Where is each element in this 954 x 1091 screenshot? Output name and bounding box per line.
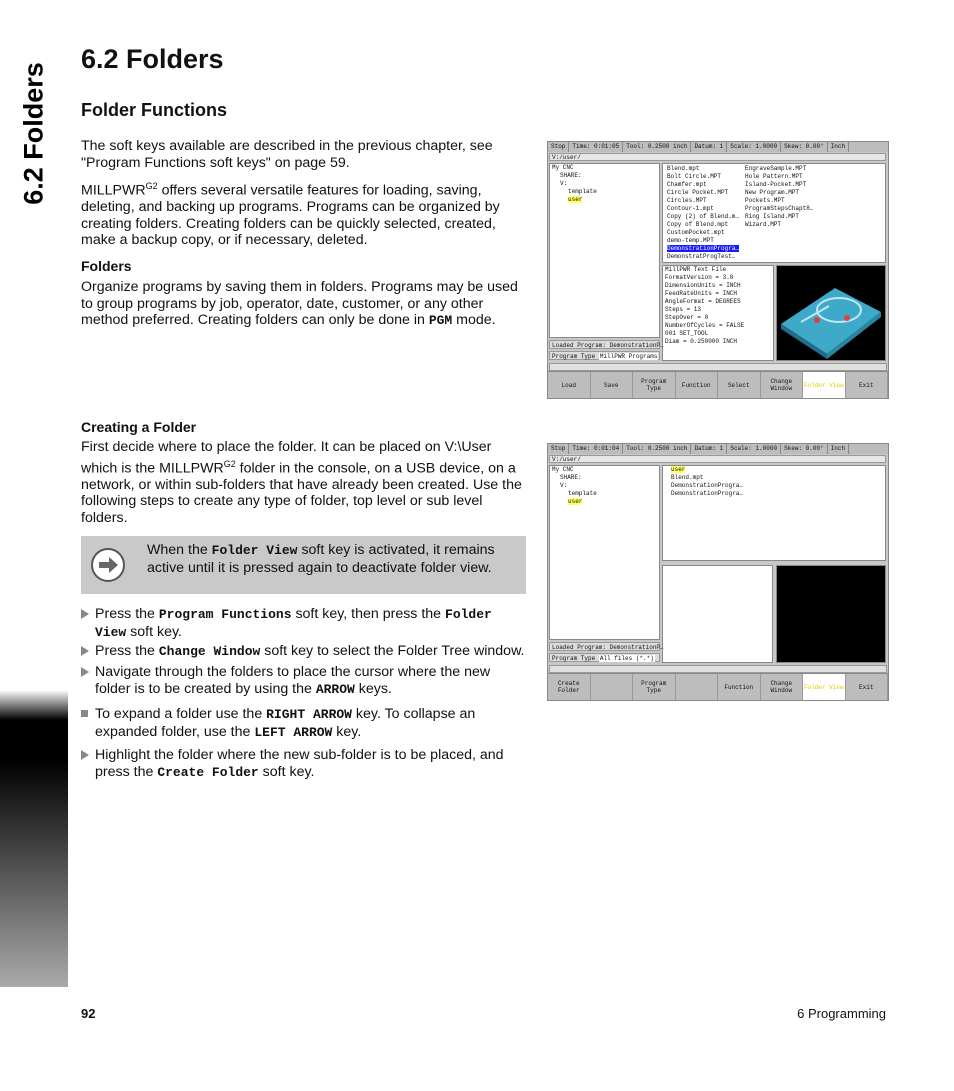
file-item: DemonstrationProgra… [671, 490, 744, 497]
side-tab-label: 6.2 Folders [18, 62, 49, 205]
step-text: key. [332, 723, 362, 740]
creating-sup: G2 [223, 458, 236, 469]
softkey-folder-view[interactable]: Folder View [803, 674, 846, 700]
text-line: 001 SET_TOOL [665, 330, 709, 337]
creating-paragraph [81, 439, 526, 526]
program-type-select[interactable]: MillPWR Programs [599, 353, 658, 360]
file-item: Island-Pocket.MPT [745, 181, 807, 188]
intro-paragraph: The soft keys available are described in the previous chapter, see "Program Functions soft keys" on page 59. [81, 138, 493, 171]
text-line: AngleFormat = DEGREES [665, 298, 741, 305]
step-2 [81, 643, 526, 661]
millpwr-paragraph [81, 178, 526, 249]
brand-name: MILLPWR [81, 182, 146, 199]
tree-item-selected: user [568, 196, 583, 203]
text-line: Steps = 13 [665, 306, 702, 313]
folders-heading: Folders [81, 258, 132, 274]
softkey-program-type[interactable]: Program Type [633, 372, 676, 398]
create-folder-key: Create Folder [157, 764, 259, 780]
text-line: FeedRateUnits = INCH [665, 290, 738, 297]
status-scale: Scale: 1.0000 [727, 142, 781, 152]
softkey-load[interactable]: Load [548, 372, 591, 398]
softkey-blank[interactable] [676, 674, 719, 700]
text-line: NumberOfCycles = FALSE [665, 322, 745, 329]
tree-item: V: [560, 180, 568, 187]
step-text: soft key to select the Folder Tree window. [260, 643, 525, 659]
step-text: Press the [95, 643, 159, 659]
text-line: StepOver = 0 [665, 314, 709, 321]
folders-text: Organize programs by saving them in folders. Programs may be used to group programs by job, operator, date, customer, or any other method preferred. Creating folders can only be done in [81, 279, 518, 328]
tree-item: SHARE: [560, 474, 582, 481]
softkey-save[interactable]: Save [591, 372, 634, 398]
file-item: Wizard.MPT [745, 221, 782, 228]
creating-text-a: First decide where to place the folder. It can be placed on V:\User which is the MILLPWR [81, 439, 492, 477]
file-item: DemonstratProgTest… [667, 253, 736, 260]
step-1 [81, 606, 526, 641]
softkey-exit[interactable]: Exit [846, 372, 889, 398]
softkey-program-type[interactable]: Program Type [633, 674, 676, 700]
part-preview-graphic [777, 266, 886, 361]
file-item: CustomPocket.mpt [667, 229, 725, 236]
side-tab [0, 0, 68, 987]
file-item: Circles.MPT [667, 197, 707, 204]
status-stop: Stop [548, 142, 569, 152]
file-item: Copy of Blend.mpt [667, 221, 729, 228]
path-bar: V:/user/ [549, 153, 886, 161]
text-line: Diam = 0.250000 INCH [665, 338, 738, 345]
step-text: Navigate through the folders to place the cursor where the new folder is to be created by using the [95, 664, 491, 697]
status-tool: Tool: 0.2500 inch [623, 444, 691, 454]
message-bar [549, 363, 887, 371]
softkey-blank[interactable] [591, 674, 634, 700]
step-arrow-icon [81, 667, 89, 677]
tree-item: SHARE: [560, 172, 582, 179]
left-arrow-key: LEFT ARROW [254, 724, 333, 740]
file-item: Ring Island.MPT [745, 213, 800, 220]
message-bar [549, 665, 887, 673]
status-bar [548, 444, 888, 454]
chapter-footer: 6 Programming [797, 1006, 886, 1021]
step-text: keys. [354, 680, 392, 697]
step-3 [81, 664, 526, 698]
softkey-bar [548, 371, 888, 398]
file-item: Hole Pattern.MPT [745, 173, 803, 180]
file-list [662, 465, 886, 561]
file-item: Bolt Circle.MPT [667, 173, 722, 180]
file-item-selected: DemonstrationProgra… [667, 245, 740, 252]
text-line: FormatVersion = 3.0 [665, 274, 734, 281]
arrow-right-icon [91, 548, 125, 582]
file-item: demo-temp.MPT [667, 237, 714, 244]
program-type-label: Program Type [552, 655, 596, 662]
softkey-select[interactable]: Select [718, 372, 761, 398]
page-title: 6.2 Folders [81, 44, 224, 74]
loaded-program: Loaded Program: DemonstrationP… [549, 642, 660, 651]
step-arrow-icon [81, 750, 89, 760]
file-item: Chamfer.mpt [667, 181, 707, 188]
file-item: Copy (2) of Blend.m… [667, 213, 740, 220]
tree-item: My CNC [552, 466, 574, 473]
folders-tail: mode. [452, 312, 496, 328]
status-tool: Tool: 0.2500 inch [623, 142, 691, 152]
status-skew: Skew: 0.00° [781, 142, 828, 152]
status-time: Time: 0:01:05 [569, 142, 623, 152]
text-line: MillPWR Text File [665, 266, 727, 273]
path-bar: V:/user/ [549, 455, 886, 463]
status-skew: Skew: 0.00° [781, 444, 828, 454]
part-preview [776, 565, 886, 663]
status-bar [548, 142, 888, 152]
tree-item: template [568, 188, 597, 195]
screenshot-folder-view [547, 443, 889, 701]
step-text: Highlight the folder where the new sub-folder is to be placed, and press the [95, 747, 504, 780]
step-4 [81, 706, 526, 741]
tree-item-selected: user [568, 498, 583, 505]
text-line: DimensionUnits = INCH [665, 282, 741, 289]
section-title: Folder Functions [81, 100, 227, 120]
tree-item: template [568, 490, 597, 497]
step-text: soft key. [126, 623, 182, 640]
program-type-select[interactable]: All files (*.*) [599, 655, 654, 662]
step-arrow-icon [81, 646, 89, 656]
program-type-row [549, 653, 660, 662]
note-text-a: When the [147, 542, 212, 558]
folders-paragraph [81, 279, 526, 330]
file-item: Pockets.MPT [745, 197, 785, 204]
step-text: Press the [95, 606, 159, 622]
program-functions-key: Program Functions [158, 607, 292, 622]
softkey-change-window[interactable]: Change Window [761, 674, 804, 700]
step-text: soft key, then press the [291, 606, 446, 622]
creating-heading: Creating a Folder [81, 419, 197, 435]
file-item: New Program.MPT [745, 189, 800, 196]
bullet-square-icon [81, 710, 88, 717]
status-time: Time: 0:01:04 [569, 444, 623, 454]
status-scale: Scale: 1.0000 [727, 444, 781, 454]
softkey-folder-view[interactable]: Folder View [803, 372, 846, 398]
folder-view-key: Folder View [211, 543, 298, 558]
file-item: DemonstrationProgra… [671, 482, 744, 489]
folder-item: user [671, 466, 686, 473]
file-item: Blend.mpt [667, 165, 700, 172]
note-text [147, 542, 517, 576]
note-text-b: soft key is activated, it remains active until it is pressed again to deactivate folder view. [147, 542, 495, 576]
screenshot-file-view [547, 141, 889, 399]
step-text: key. To collapse an expanded folder, use the [95, 706, 476, 740]
arrow-key: ARROW [315, 681, 355, 697]
change-window-key: Change Window [158, 644, 261, 659]
file-item: Contour-1.mpt [667, 205, 714, 212]
status-datum: Datum: 1 [691, 444, 727, 454]
softkey-bar [548, 673, 888, 700]
text-view [662, 565, 773, 663]
tree-item: My CNC [552, 164, 574, 171]
page-number: 92 [81, 1006, 96, 1021]
folder-tree [549, 163, 660, 338]
right-arrow-key: RIGHT ARROW [266, 707, 352, 722]
folder-tree [549, 465, 660, 640]
loaded-program: Loaded Program: DemonstrationP… [549, 340, 660, 349]
pgm-key: PGM [428, 313, 453, 328]
softkey-exit[interactable]: Exit [846, 674, 889, 700]
file-item: Circle Pocket.MPT [667, 189, 729, 196]
program-type-label: Program Type [552, 353, 596, 360]
file-item: Blend.mpt [671, 474, 704, 481]
step-5 [81, 747, 526, 781]
softkey-function[interactable]: Function [676, 372, 719, 398]
step-arrow-icon [81, 609, 89, 619]
status-units: Inch [828, 444, 849, 454]
step-text: soft key. [258, 763, 315, 780]
folder-view-key: Folder View [95, 607, 492, 640]
softkey-function[interactable]: Function [718, 674, 761, 700]
note-box [81, 536, 526, 594]
step-text: To expand a folder use the [95, 706, 267, 722]
part-preview [776, 265, 886, 361]
brand-sup: G2 [145, 181, 158, 191]
status-stop: Stop [548, 444, 569, 454]
file-item: ProgramStepsChapt8… [745, 205, 814, 212]
file-item: EngraveSample.MPT [745, 165, 807, 172]
text-view [662, 265, 774, 361]
creating-text-b: folder in the console, on a USB device, on a network, or within sub-folders that have already been created. Use the following steps to create any type of folder, top level or sub level folders. [81, 460, 522, 526]
millpwr-text: offers several versatile features for loading, saving, deleting, and backing up programs. Programs can be organized by creating folders. Creating folders can be quickly selected, created, make a backup copy, or if necessary, deleted. [81, 182, 500, 249]
file-list [662, 163, 886, 263]
status-units: Inch [828, 142, 849, 152]
softkey-change-window[interactable]: Change Window [761, 372, 804, 398]
softkey-create-folder[interactable]: Create Folder [548, 674, 591, 700]
status-datum: Datum: 1 [691, 142, 727, 152]
program-type-row [549, 351, 660, 360]
tree-item: V: [560, 482, 568, 489]
